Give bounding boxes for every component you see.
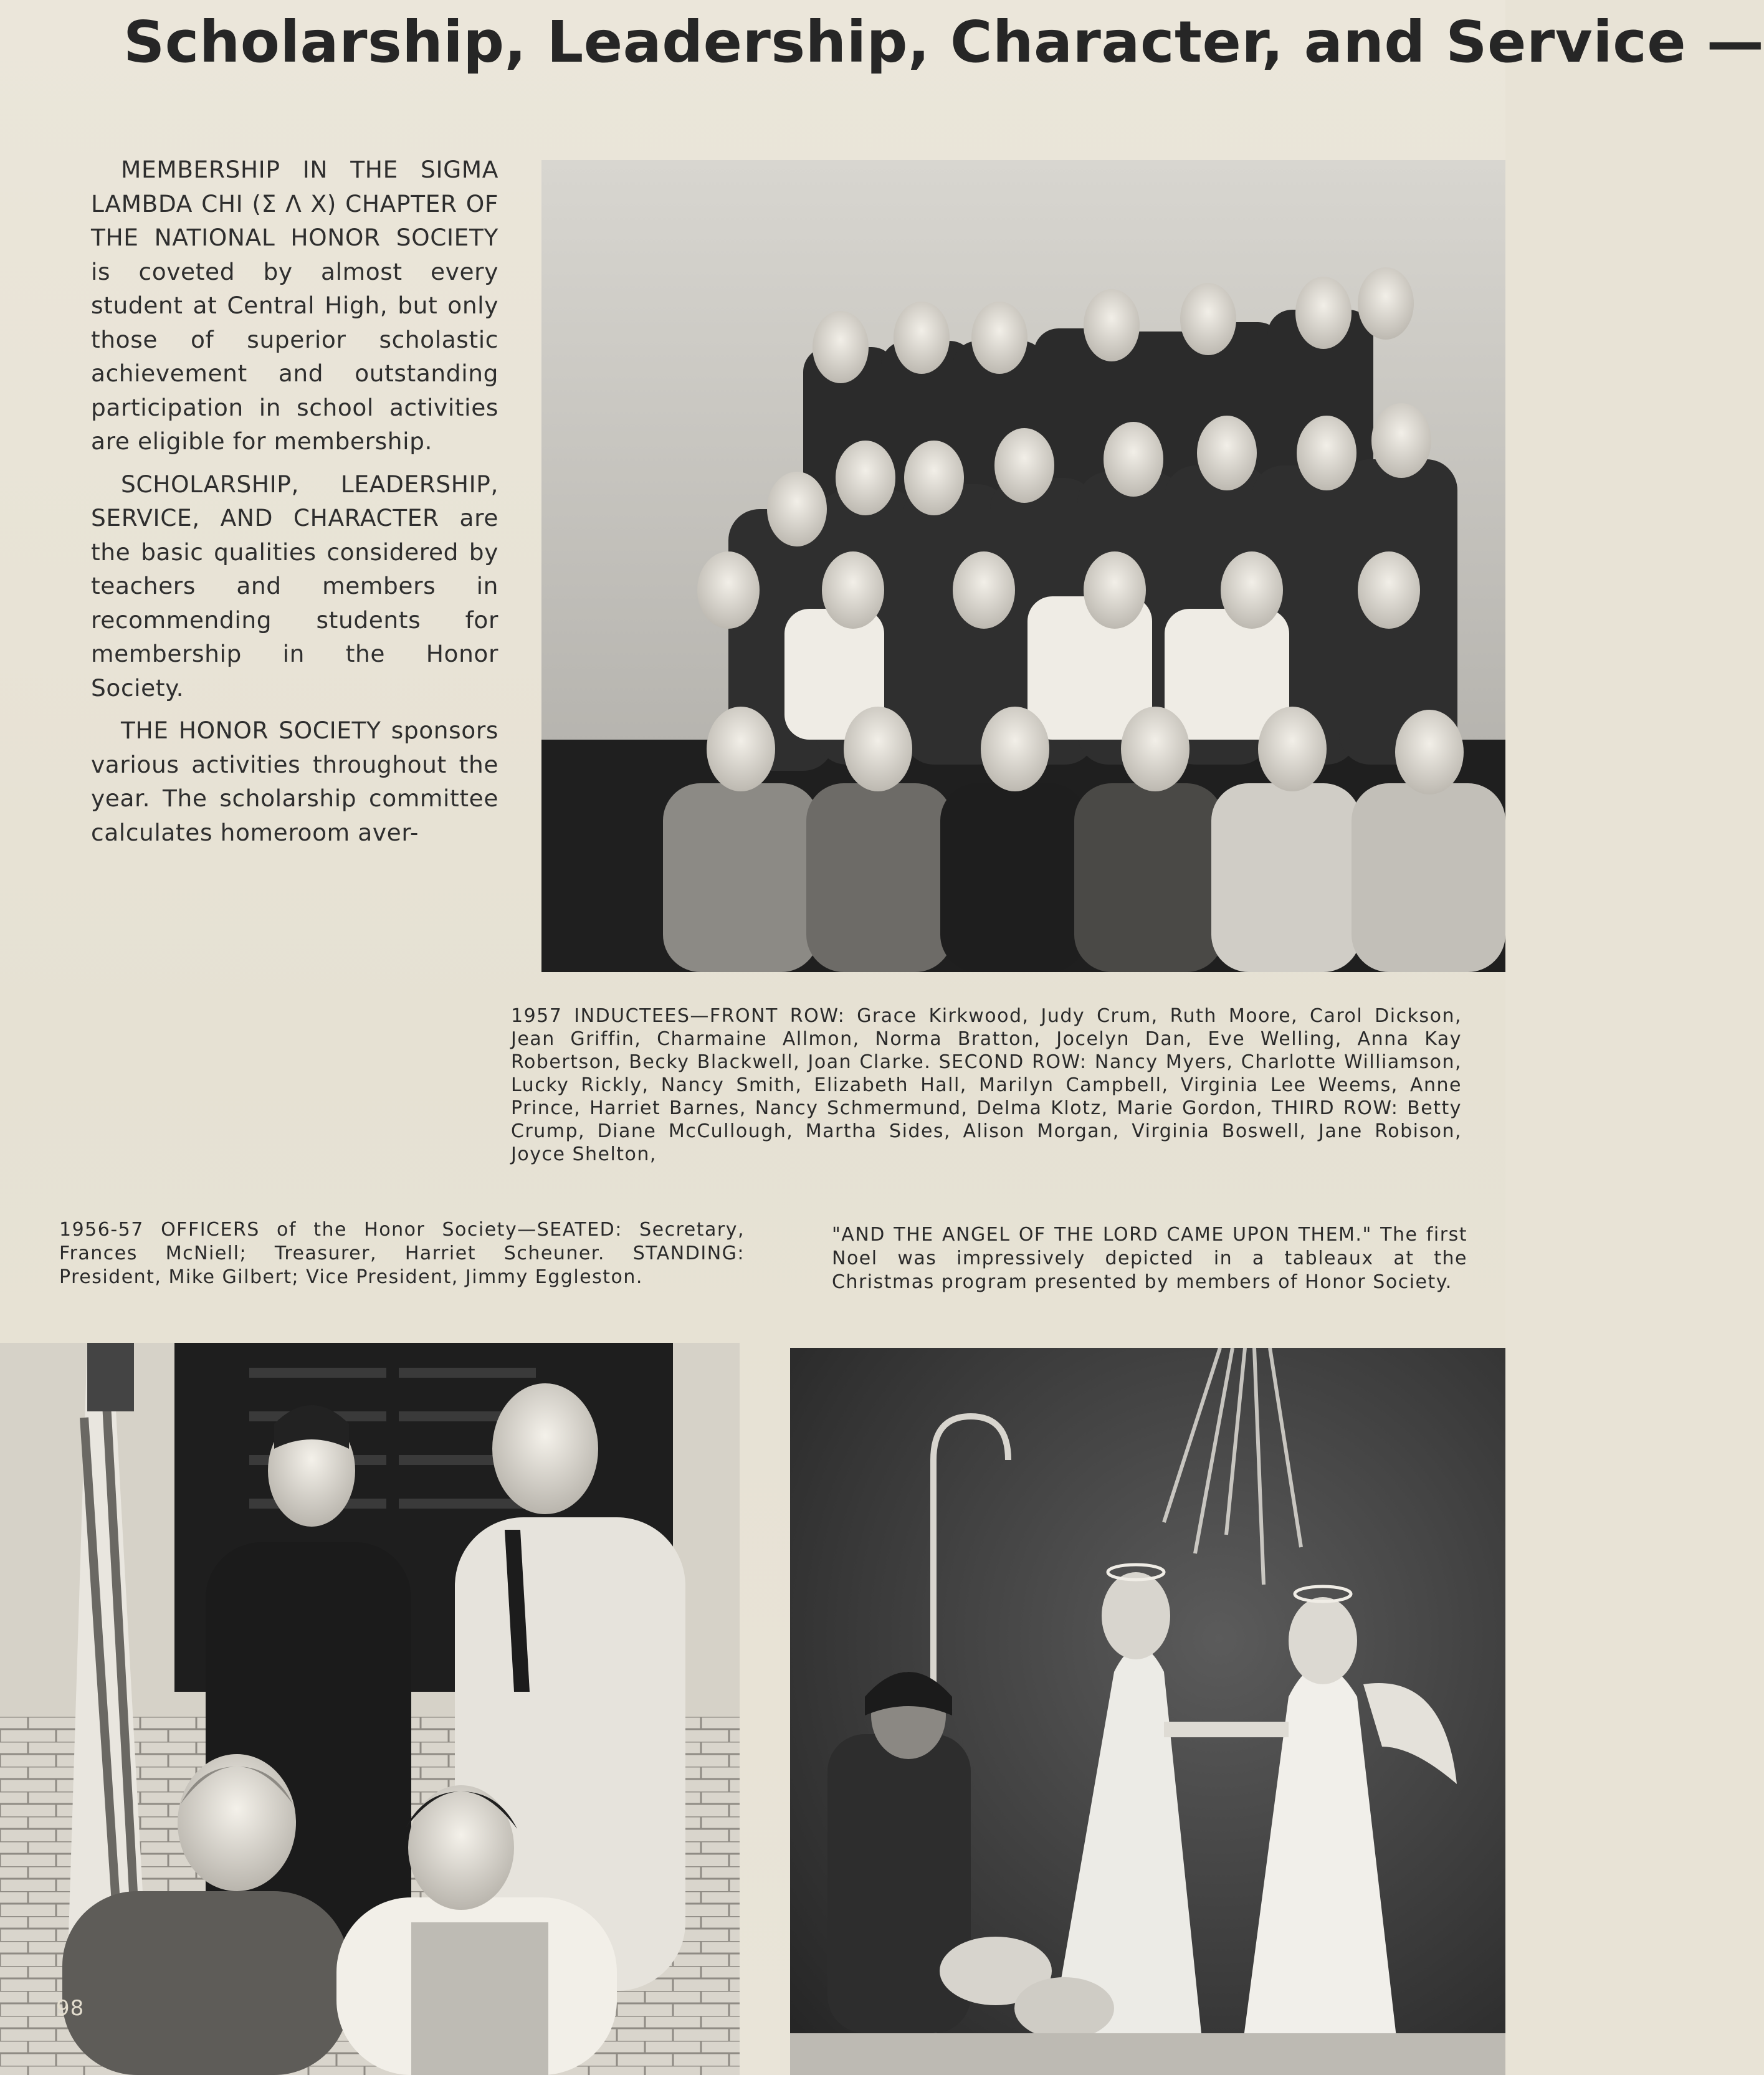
tableau-caption: "AND THE ANGEL OF THE LORD CAME UPON THEM." The first Noel was impressively depicted in a tableaux at the Christmas program presented by members of Honor Society. (832, 1224, 1467, 1293)
inductees-group-photo (541, 160, 1505, 972)
christmas-tableau-photo (790, 1348, 1505, 2075)
intro-paragraph-qualities: SCHOLARSHIP, LEADERSHIP, SERVICE, AND CHARACTER are the basic qualities considered by teachers and members in recommending students for membership in the Honor Society. (91, 470, 498, 702)
intro-paragraph-membership: MEMBERSHIP IN THE SIGMA LAMBDA CHI (Σ Λ X) CHAPTER OF THE NATIONAL HONOR SOCIETY is coveted by almost every student at Central High, but only those of superior scholastic achievement and outstanding participation in school activities are eligible for membership. (91, 156, 498, 455)
intro-paragraph-activities: THE HONOR SOCIETY sponsors various activities throughout the year. The scholarship committee calculates homeroom aver- (91, 717, 498, 846)
officers-photo (0, 1343, 740, 2075)
page-title: Scholarship, Leadership, Character, and Service — (123, 9, 1764, 75)
inductees-caption: 1957 INDUCTEES—FRONT ROW: Grace Kirkwood, Judy Crum, Ruth Moore, Carol Dickson, Jean Griffin, Charmaine Allmon, Norma Bratton, Jocelyn Dan, Eve Welling, Anna Kay Robertson, Becky Blackwell, Joan Clarke. SECOND ROW: Nancy Myers, Charlotte Williamson, Lucky Rickly, Nancy Smith, Elizabeth Hall, Marilyn Campbell, Virginia Lee Weems, Anne Prince, Harriet Barnes, Nancy Schmermund, Delma Klotz, Marie Gordon, THIRD ROW: Betty Crump, Diane McCullough, Martha Sides, Alison Morgan, Virginia Boswell, Jane Robison, Joyce Shelton, (511, 1005, 1462, 1165)
officers-caption: 1956-57 OFFICERS of the Honor Society—SEATED: Secretary, Frances McNiell; Treasurer, Harriet Scheuner. STANDING: President, Mike Gilbert; Vice President, Jimmy Eggleston. (59, 1219, 745, 1288)
page-number: 98 (56, 1996, 85, 2021)
intro-text (91, 153, 498, 858)
